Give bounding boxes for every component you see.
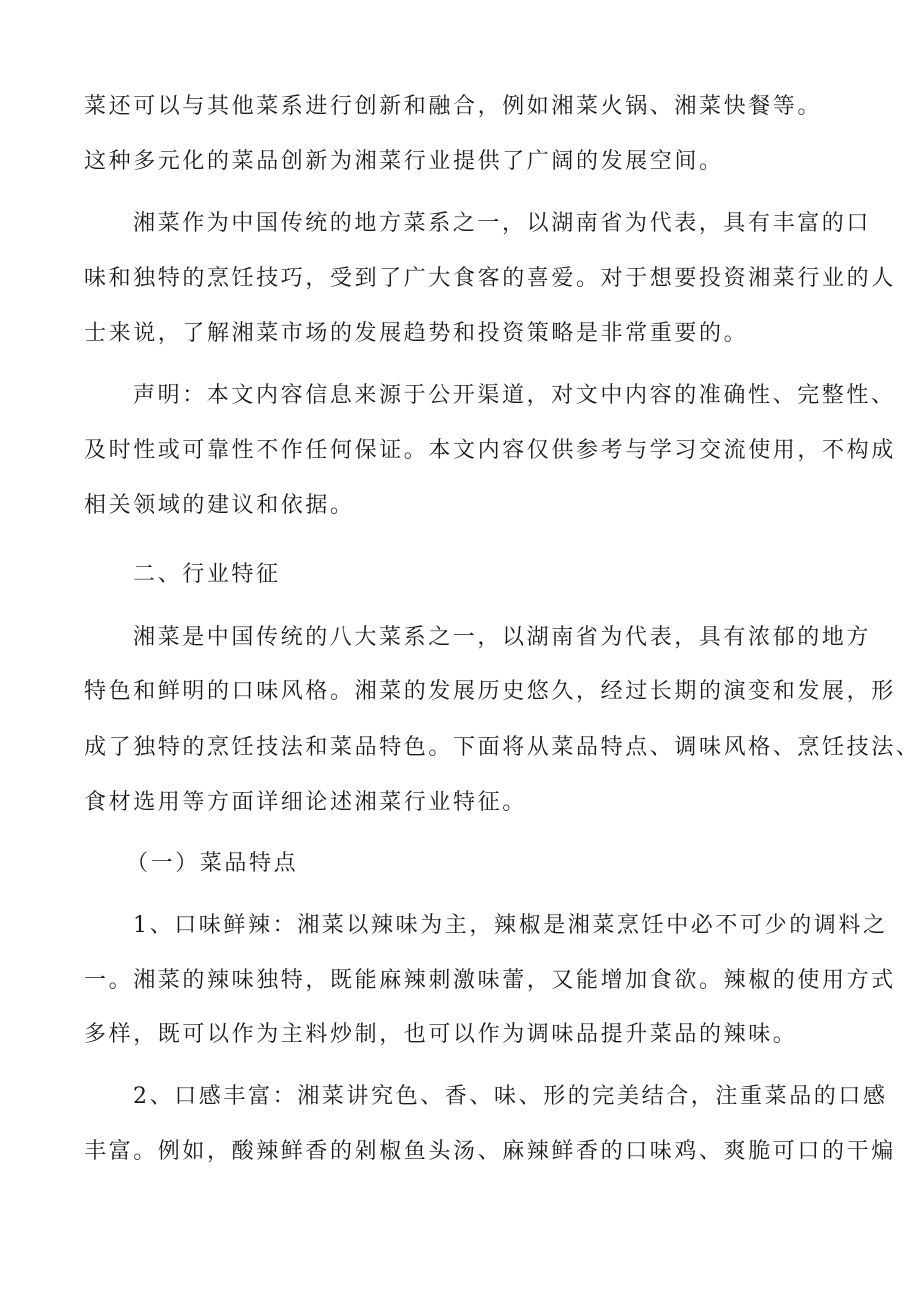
paragraph-line: 湘菜是中国传统的八大菜系之一，以湖南省为代表，具有浓郁的地方	[133, 625, 872, 650]
paragraph-line: 丰富。例如，酸辣鲜香的剁椒鱼头汤、麻辣鲜香的口味鸡、爽脆可口的干煸	[84, 1139, 896, 1164]
paragraph-line: 一。湘菜的辣味独特，既能麻辣刺激味蕾，又能增加食欲。辣椒的使用方式	[84, 968, 896, 993]
paragraph-line: 味和独特的烹饪技巧，受到了广大食客的喜爱。对于想要投资湘菜行业的人	[84, 266, 896, 291]
paragraph-line: 1、口味鲜辣：湘菜以辣味为主，辣椒是湘菜烹饪中必不可少的调料之	[133, 913, 888, 938]
paragraph-line: 这种多元化的菜品创新为湘菜行业提供了广阔的发展空间。	[84, 149, 724, 174]
disclaimer-line: 声明：本文内容信息来源于公开渠道，对文中内容的准确性、完整性、	[133, 383, 896, 408]
paragraph-line: 湘菜作为中国传统的地方菜系之一，以湖南省为代表，具有丰富的口	[133, 211, 872, 236]
paragraph-line: 多样，既可以作为主料炒制，也可以作为调味品提升菜品的辣味。	[84, 1022, 798, 1047]
paragraph-line: 菜还可以与其他菜系进行创新和融合，例如湘菜火锅、湘菜快餐等。	[84, 94, 823, 119]
paragraph-line: 特色和鲜明的口味风格。湘菜的发展历史悠久，经过长期的演变和发展，形	[84, 679, 896, 704]
paragraph-line: 食材选用等方面详细论述湘菜行业特征。	[84, 790, 527, 815]
paragraph-line: 士来说，了解湘菜市场的发展趋势和投资策略是非常重要的。	[84, 321, 749, 346]
disclaimer-line: 相关领域的建议和依据。	[84, 493, 355, 518]
paragraph-line: 2、口感丰富：湘菜讲究色、香、味、形的完美结合，注重菜品的口感	[133, 1084, 888, 1109]
paragraph-line: 成了独特的烹饪技法和菜品特色。下面将从菜品特点、调味风格、烹饪技法、	[84, 735, 920, 760]
subsection-heading: （一）菜品特点	[126, 851, 299, 876]
disclaimer-line: 及时性或可靠性不作任何保证。本文内容仅供参考与学习交流使用，不构成	[84, 438, 896, 463]
section-heading: 二、行业特征	[133, 562, 281, 587]
